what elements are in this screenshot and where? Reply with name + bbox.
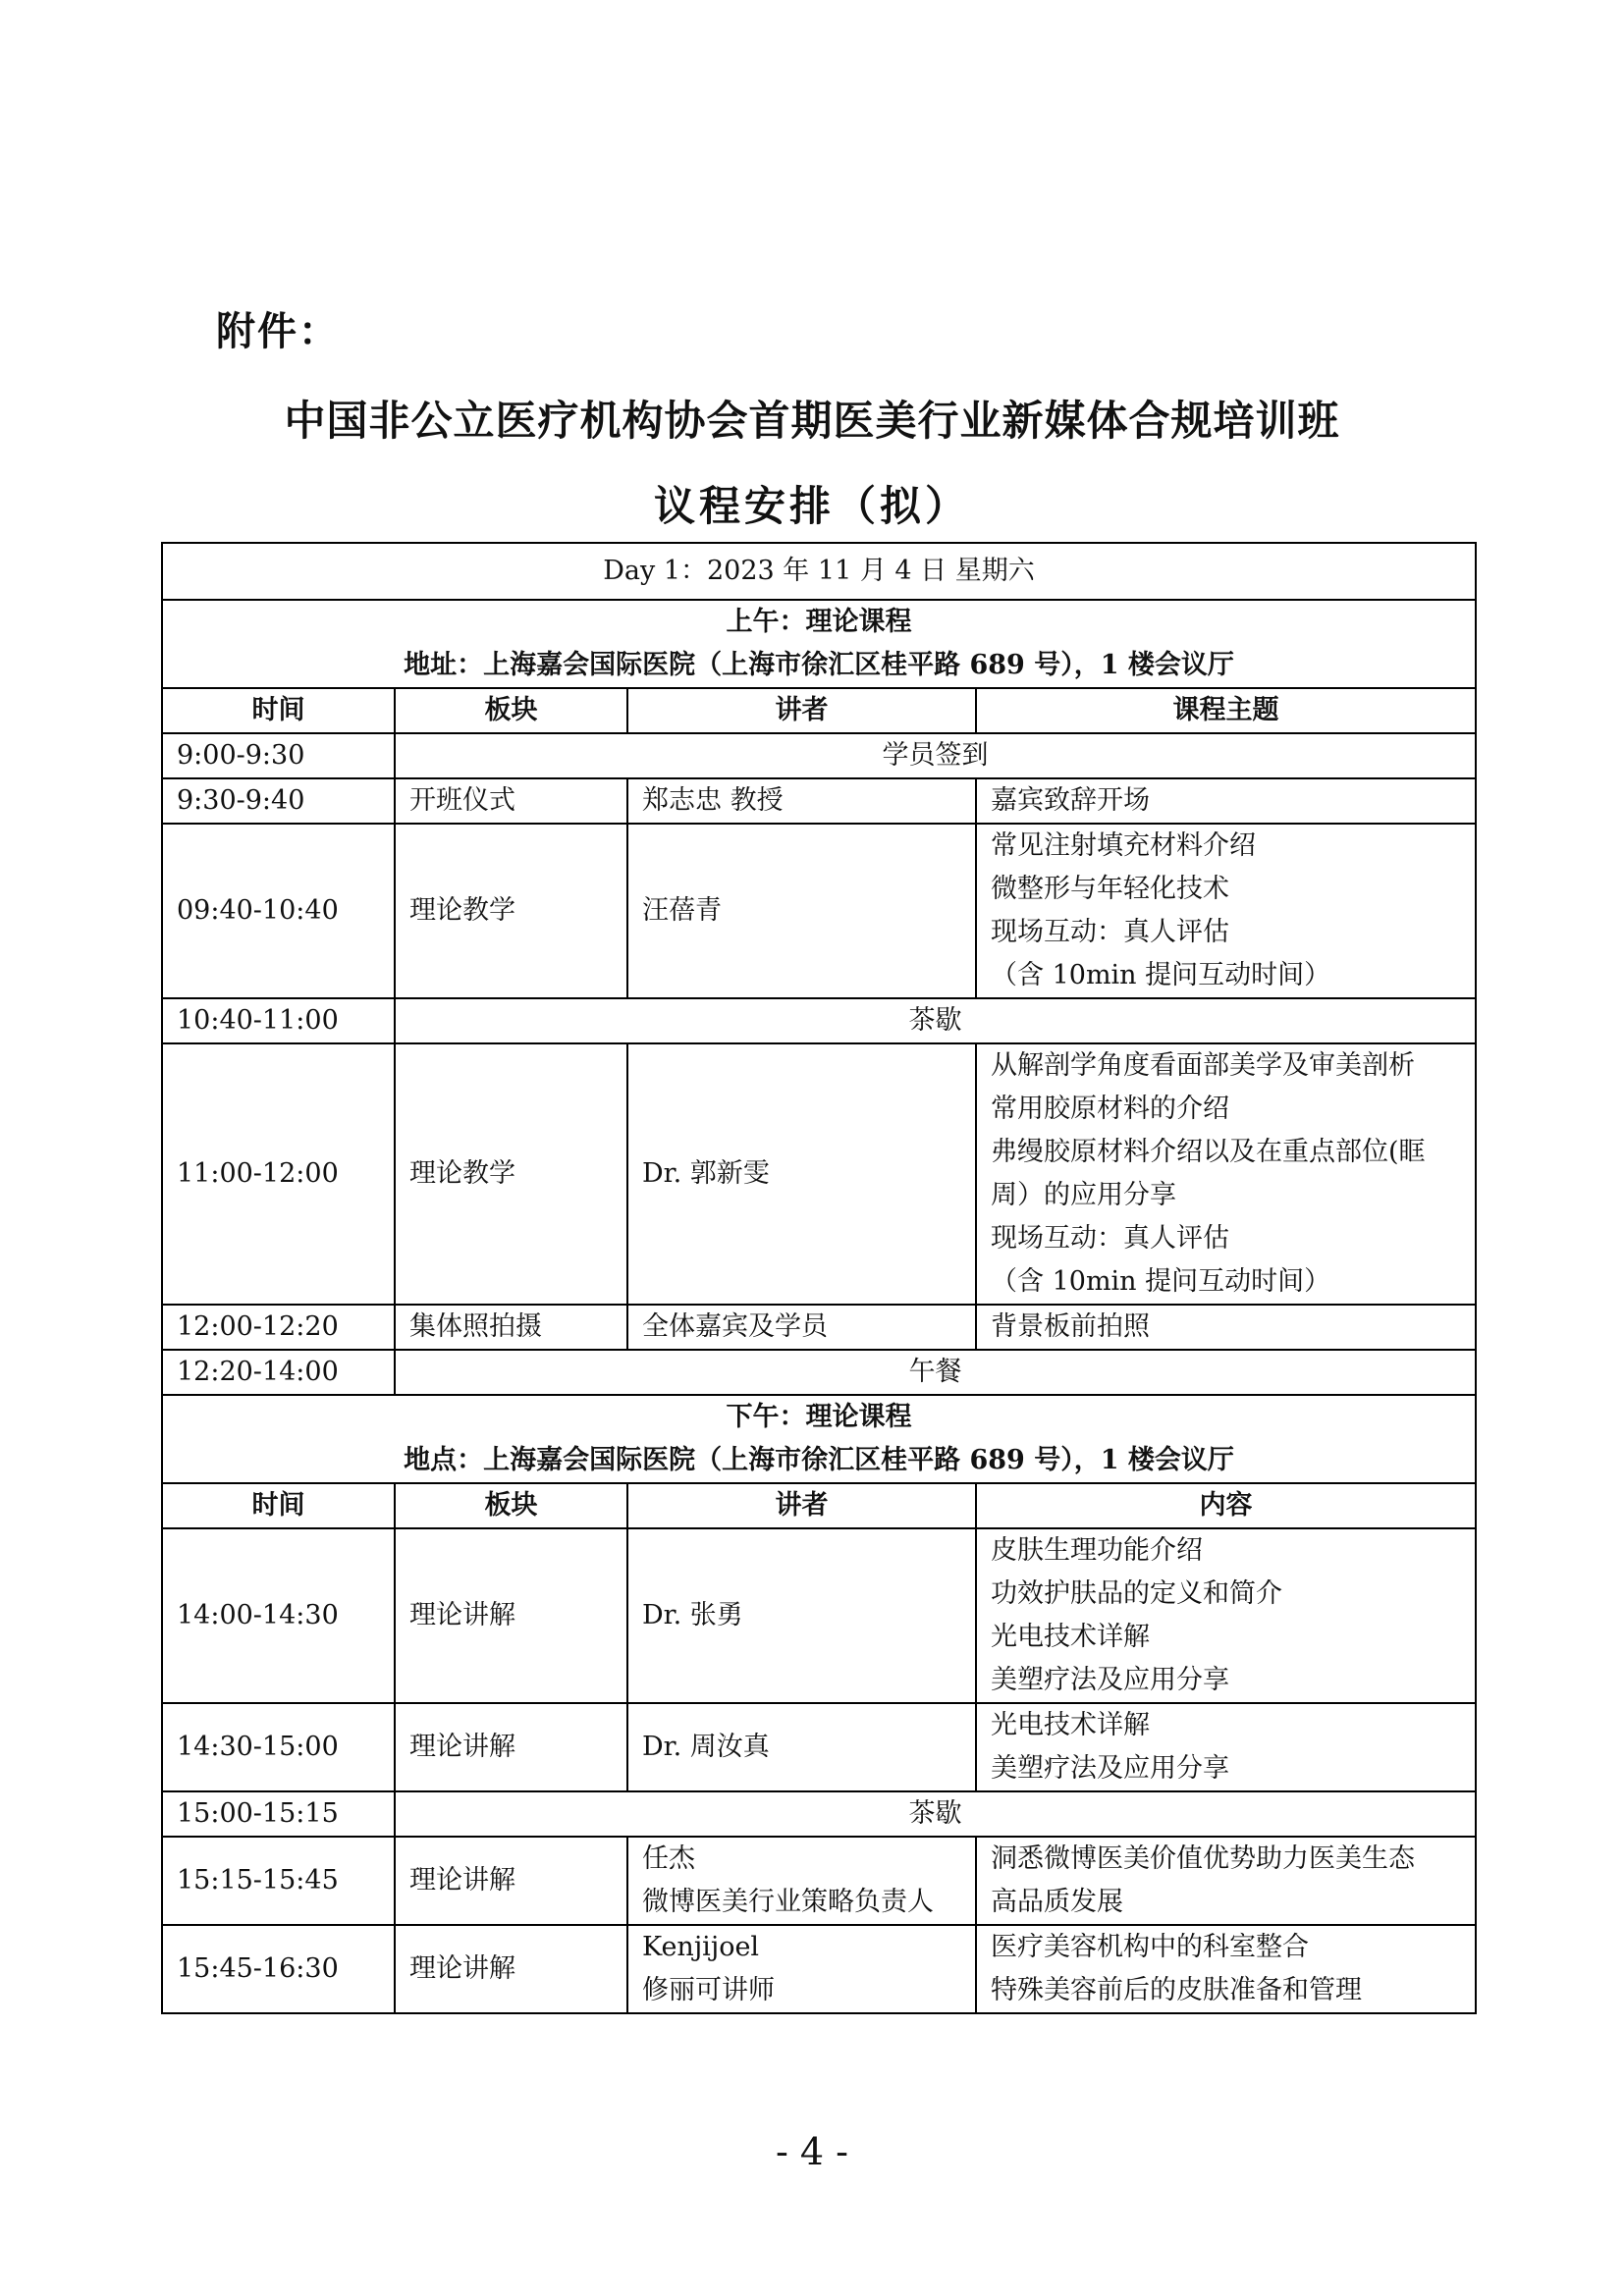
speaker-cell: Dr. 张勇 xyxy=(627,1528,976,1703)
time-cell: 14:30-15:00 xyxy=(162,1703,395,1791)
speaker-cell xyxy=(627,1925,976,2013)
time-cell: 11:00-12:00 xyxy=(162,1043,395,1305)
speaker-line: 微博医美行业策略负责人 xyxy=(642,1887,934,1917)
topic-line: 光电技术详解 xyxy=(991,1622,1150,1652)
time-cell: 15:15-15:45 xyxy=(162,1837,395,1925)
afternoon-column-headers xyxy=(162,1483,1476,1528)
table-row xyxy=(162,1528,1476,1703)
page-number: - 4 - xyxy=(775,2130,848,2173)
time-cell: 12:20-14:00 xyxy=(162,1350,395,1395)
topic-line: 功效护肤品的定义和简介 xyxy=(991,1578,1282,1609)
table-row xyxy=(162,778,1476,824)
module-cell: 理论讲解 xyxy=(395,1528,627,1703)
topic-cell xyxy=(976,1043,1476,1305)
speaker-cell: 汪蓓青 xyxy=(627,824,976,998)
morning-column-headers xyxy=(162,688,1476,733)
topic-line: 现场互动：真人评估 xyxy=(991,1223,1229,1254)
column-header-time: 时间 xyxy=(162,688,395,733)
column-header-module: 板块 xyxy=(395,1483,627,1528)
column-header-topic: 课程主题 xyxy=(976,688,1476,733)
time-cell: 15:45-16:30 xyxy=(162,1925,395,2013)
morning-address: 地址：上海嘉会国际医院（上海市徐汇区桂平路 689 号），1 楼会议厅 xyxy=(404,650,1234,680)
morning-session-header xyxy=(162,600,1476,688)
time-cell: 09:40-10:40 xyxy=(162,824,395,998)
topic-line: 医疗美容机构中的科室整合 xyxy=(991,1932,1309,1962)
column-header-content: 内容 xyxy=(976,1483,1476,1528)
attachment-label: 附件： xyxy=(216,309,340,354)
topic-cell xyxy=(976,1703,1476,1791)
speaker-line: 任杰 xyxy=(642,1843,695,1874)
column-header-speaker: 讲者 xyxy=(627,1483,976,1528)
column-header-speaker: 讲者 xyxy=(627,688,976,733)
speaker-cell: 全体嘉宾及学员 xyxy=(627,1305,976,1350)
topic-line: 弗缦胶原材料介绍以及在重点部位(眶 xyxy=(991,1137,1426,1167)
topic-cell: 背景板前拍照 xyxy=(976,1305,1476,1350)
module-cell: 理论教学 xyxy=(395,824,627,998)
topic-line: 从解剖学角度看面部美学及审美剖析 xyxy=(991,1050,1415,1081)
topic-line: （含 10min 提问互动时间） xyxy=(991,960,1331,990)
topic-line: 美塑疗法及应用分享 xyxy=(991,1753,1229,1784)
topic-cell xyxy=(976,1925,1476,2013)
module-cell: 理论讲解 xyxy=(395,1925,627,2013)
agenda-table xyxy=(161,542,1477,2014)
merged-cell: 午餐 xyxy=(395,1350,1476,1395)
topic-cell xyxy=(976,824,1476,998)
merged-cell: 茶歇 xyxy=(395,998,1476,1043)
topic-line: 周）的应用分享 xyxy=(991,1180,1176,1210)
document-subtitle: 议程安排（拟） xyxy=(653,482,970,530)
topic-cell xyxy=(976,1528,1476,1703)
topic-cell: 嘉宾致辞开场 xyxy=(976,778,1476,824)
speaker-cell: 郑志忠 教授 xyxy=(627,778,976,824)
table-row xyxy=(162,998,1476,1043)
table-row xyxy=(162,1925,1476,2013)
table-row xyxy=(162,1837,1476,1925)
module-cell: 理论教学 xyxy=(395,1043,627,1305)
merged-cell: 学员签到 xyxy=(395,733,1476,778)
time-cell: 10:40-11:00 xyxy=(162,998,395,1043)
topic-line: 常见注射填充材料介绍 xyxy=(991,830,1256,861)
module-cell: 理论讲解 xyxy=(395,1703,627,1791)
topic-line: 现场互动：真人评估 xyxy=(991,917,1229,947)
module-cell: 理论讲解 xyxy=(395,1837,627,1925)
topic-line: 常用胶原材料的介绍 xyxy=(991,1094,1229,1124)
topic-line: （含 10min 提问互动时间） xyxy=(991,1266,1331,1297)
topic-line: 光电技术详解 xyxy=(991,1710,1150,1740)
speaker-line: 修丽可讲师 xyxy=(642,1975,775,2005)
document-title: 中国非公立医疗机构协会首期医美行业新媒体合规培训班 xyxy=(284,397,1340,445)
table-row xyxy=(162,1791,1476,1837)
topic-line: 美塑疗法及应用分享 xyxy=(991,1665,1229,1695)
speaker-cell xyxy=(627,1837,976,1925)
time-cell: 15:00-15:15 xyxy=(162,1791,395,1837)
speaker-cell: Dr. 郭新雯 xyxy=(627,1043,976,1305)
topic-line: 高品质发展 xyxy=(991,1887,1123,1917)
afternoon-address: 地点：上海嘉会国际医院（上海市徐汇区桂平路 689 号），1 楼会议厅 xyxy=(404,1445,1234,1475)
time-cell: 9:30-9:40 xyxy=(162,778,395,824)
module-cell: 集体照拍摄 xyxy=(395,1305,627,1350)
topic-line: 皮肤生理功能介绍 xyxy=(991,1535,1203,1566)
column-header-time: 时间 xyxy=(162,1483,395,1528)
morning-session-label: 上午：理论课程 xyxy=(726,607,912,637)
table-row xyxy=(162,824,1476,998)
time-cell: 12:00-12:20 xyxy=(162,1305,395,1350)
table-row xyxy=(162,1305,1476,1350)
topic-line: 洞悉微博医美价值优势助力医美生态 xyxy=(991,1843,1415,1874)
speaker-line: Kenjijoel xyxy=(642,1932,760,1962)
table-row xyxy=(162,733,1476,778)
topic-line: 特殊美容前后的皮肤准备和管理 xyxy=(991,1975,1362,2005)
column-header-module: 板块 xyxy=(395,688,627,733)
day-header: Day 1：2023 年 11 月 4 日 星期六 xyxy=(162,543,1476,600)
time-cell: 14:00-14:30 xyxy=(162,1528,395,1703)
table-row xyxy=(162,1703,1476,1791)
module-cell: 开班仪式 xyxy=(395,778,627,824)
table-row xyxy=(162,1350,1476,1395)
topic-line: 微整形与年轻化技术 xyxy=(991,874,1229,904)
speaker-cell: Dr. 周汝真 xyxy=(627,1703,976,1791)
afternoon-session-label: 下午：理论课程 xyxy=(726,1402,912,1432)
table-row xyxy=(162,1043,1476,1305)
merged-cell: 茶歇 xyxy=(395,1791,1476,1837)
topic-cell xyxy=(976,1837,1476,1925)
afternoon-session-header xyxy=(162,1395,1476,1483)
time-cell: 9:00-9:30 xyxy=(162,733,395,778)
